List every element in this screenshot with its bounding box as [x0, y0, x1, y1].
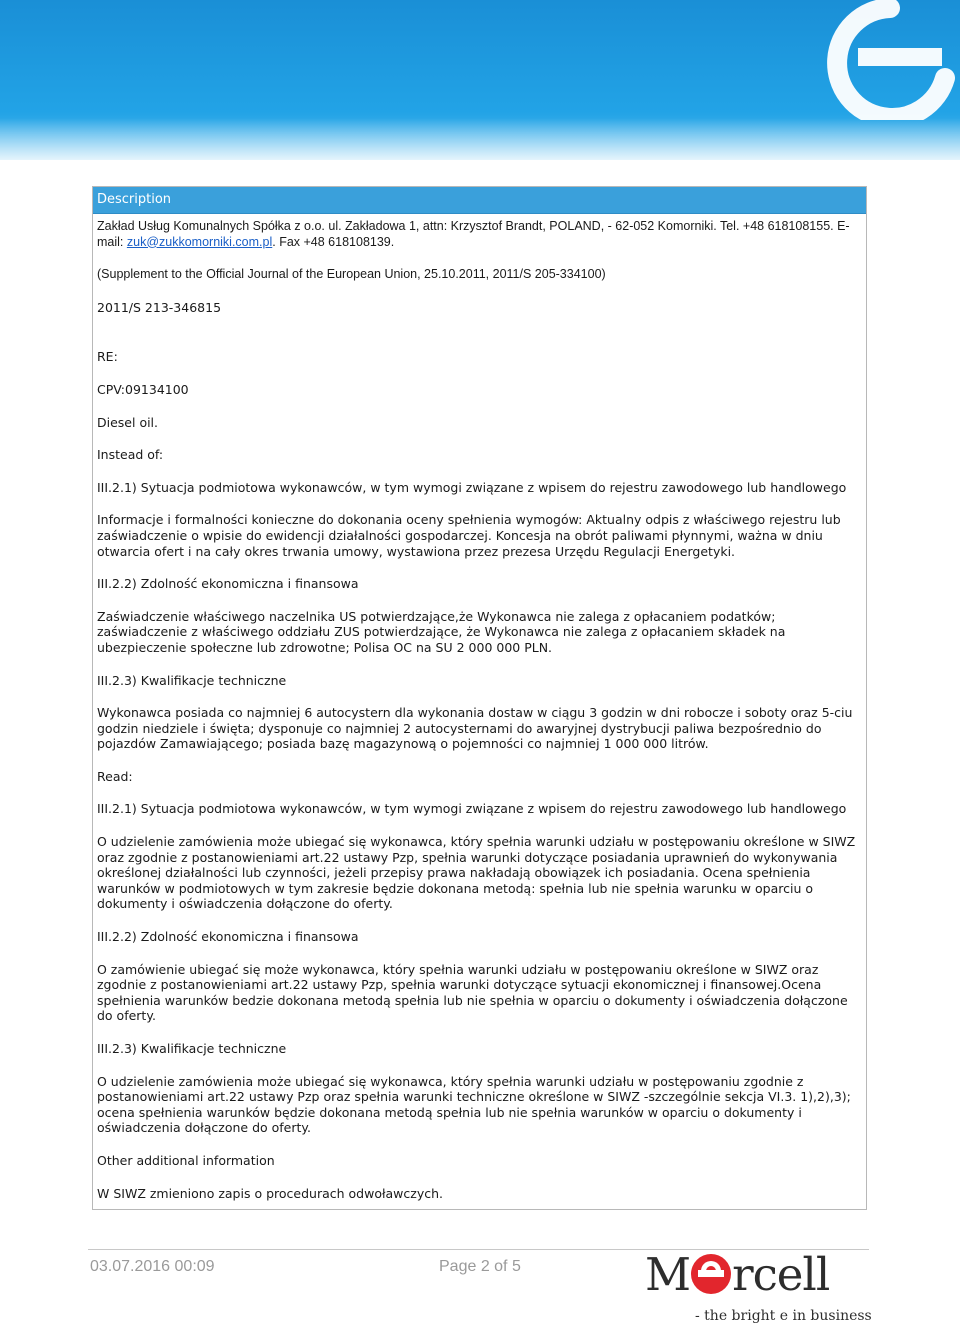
top-banner [0, 0, 960, 160]
page-number: Page 2 of 5 [439, 1258, 521, 1275]
instead-s3-text: Wykonawca posiada co najmniej 6 autocystern dla wykonania dostaw w ciągu 3 godzin w dni robocze i soboty oraz 5-ciu godzin niedziele i święta; dysponuje co najmniej 2 autocysternami do awaryjnej dystrybucji paliwa bezpośrednio do pojazdów Zamawiającego; posiada bazę magazynową o pojemności co najmniej 1 000 000 litrów. [97, 705, 853, 752]
email-link[interactable]: zuk@zukkomorniki.com.pl [126, 234, 273, 249]
description-body [93, 214, 866, 1201]
logo-word-end: rcell [732, 1248, 830, 1301]
instead-s2-text: Zaświadczenie właściwego naczelnika US potwierdzające,że Wykonawca nie zalega z opłacaniem podatków; zaświadczenie z właściwego oddziału ZUS potwierdzające, że Wykonawca nie zalega z opłacaniem składek na ubezpieczenie społeczne lub zdrowotne; Polisa OC na SU 2 000 000 PLN. [97, 608, 786, 655]
instead-s1-text: Informacje i formalności konieczne do dokonania oceny spełnienia wymogów: Aktualny odpis z właściwego rejestru lub zaświadczenie o wpisie do ewidencji działalności gospodarczej. Koncesja na obrót paliwami płynnymi, ważna w dniu otwarcia ofert i na cały okres trwania umowy, wystawiona przez prezesa Urzędu Regulacji Energetyki. [97, 512, 841, 559]
section-header: Description [93, 187, 866, 214]
marcell-logo [640, 1248, 872, 1329]
footer-date: 03.07.2016 00:09 [90, 1258, 215, 1275]
marcell-e-banner-icon [820, 0, 960, 120]
read-s3-heading: III.2.3) Kwalifikacje techniczne [97, 1041, 287, 1056]
read-s2-heading: III.2.2) Zdolność ekonomiczna i finansowa [97, 929, 359, 945]
read-s1-heading: III.2.1) Sytuacja podmiotowa wykonawców, w tym wymogi związane z wpisem do rejestru zawodowego lub handlowego [97, 801, 847, 817]
reference-number: 2011/S 213-346815 [97, 299, 222, 315]
contact-prefix: Zakład Usług Komunalnych Spółka z o.o. ul. Zakładowa 1, attn: Krzysztof Brandt, POLAND, - 62-052 Komorniki. Tel. +48 618108155. E-mail: [97, 219, 850, 249]
contact-suffix: . Fax +48 618108139. [272, 234, 395, 249]
cpv-code: CPV:09134100 [97, 381, 189, 397]
product-name: Diesel oil. [97, 414, 159, 430]
re-label: RE: [97, 349, 118, 365]
logo-word-start: M [645, 1248, 691, 1301]
description-box [92, 186, 867, 1210]
other-info-label: Other additional information [97, 1152, 275, 1168]
other-info-text: W SIWZ zmieniono zapis o procedurach odwoławczych. [97, 1185, 443, 1201]
instead-s1-heading: III.2.1) Sytuacja podmiotowa wykonawców, w tym wymogi związane z wpisem do rejestru zawodowego lub handlowego [97, 479, 847, 495]
contact-info [97, 219, 862, 250]
read-s3-text: O udzielenie zamówienia może ubiegać się wykonawca, który spełnia warunki udziału w postępowaniu zgodnie z postanowieniami art.22 ustawy Pzp oraz spełnia warunki techniczne określone w SIWZ -szczególnie sekcja VI.3. 1),2),3); ocena spełnienia warunków będzie dokonana metodą spełnia lub nie spełnia warunków w oparciu o dokumenty i oświadczenia dołączone do oferty. [97, 1073, 851, 1136]
banner-fade [0, 118, 960, 160]
logo-wordmark [645, 1248, 829, 1301]
logo-tagline: - the bright e in business [695, 1308, 872, 1324]
marcell-e-logo-icon [691, 1254, 731, 1294]
instead-s3-heading: III.2.3) Kwalifikacje techniczne [97, 672, 287, 688]
instead-s2-heading: III.2.2) Zdolność ekonomiczna i finansowa [97, 576, 359, 592]
instead-of-label: Instead of: [97, 447, 164, 463]
read-s1-text: O udzielenie zamówienia może ubiegać się wykonawca, który spełnia warunki udziału w postępowaniu określone w SIWZ oraz zgodnie z postanowieniami art.22 ustawy Pzp, spełnia warunki dotyczące posiadania uprawnień do wykonywania określonej działalności lub czynności, jeżeli przepisy prawa nakładają obowiązek ich posiadania. Ocena spełnienia warunków w podmiotowych w tym zakresie będzie dokonana metodą: spełnia lub nie spełnia warunku w oparciu o dokumenty i oświadczenia dołączone do oferty. [97, 834, 856, 912]
read-s2-text: O zamówienie ubiegać się może wykonawca, który spełnia warunki udziału w postępowaniu określone w SIWZ oraz zgodnie z postanowieniami art.22 ustawy Pzp, spełnia warunki dotyczące sytuacji ekonomicznej i finansowej.Ocena spełnienia warunków bedzie dokonana metodą spełnia lub nie spełnia w oparciu o dokumenty i oświadczenia dołączone do oferty. [97, 961, 848, 1024]
supplement-ref: (Supplement to the Official Journal of the European Union, 25.10.2011, 2011/S 205-334100) [97, 267, 606, 282]
read-label: Read: [97, 768, 133, 784]
